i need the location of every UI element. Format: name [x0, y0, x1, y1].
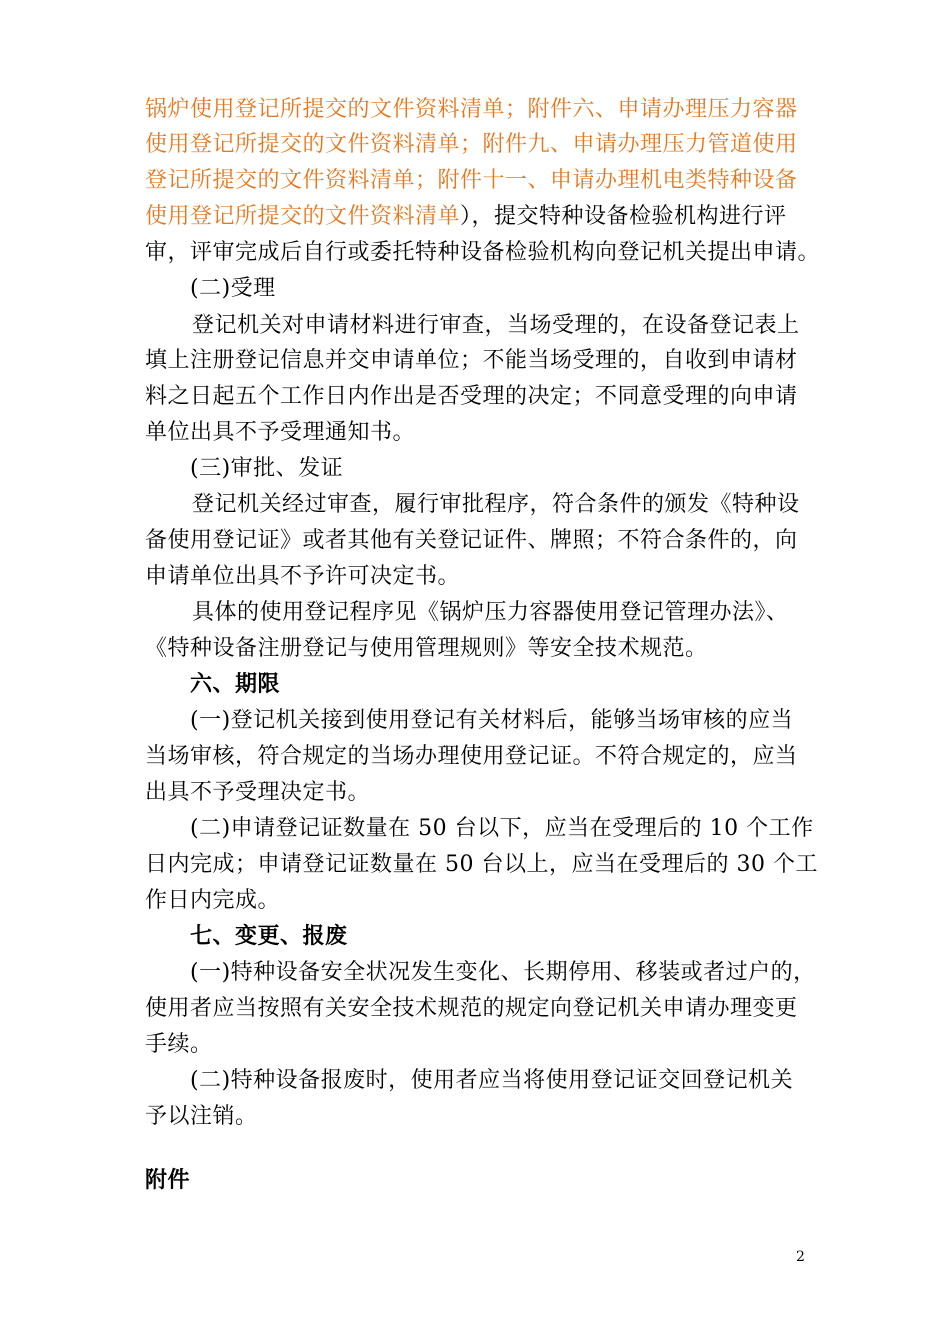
text-line-20: 出具不予受理决定书。 [145, 780, 371, 805]
text-line-28: (二)特种设备报废时，使用者应当将使用登记证交回登记机关 [190, 1068, 794, 1093]
text-line-18: (一)登记机关接到使用登记有关材料后，能够当场审核的应当 [190, 708, 794, 733]
text-line-13: 备使用登记证》或者其他有关登记证件、牌照；不符合条件的，向 [145, 528, 798, 553]
text-line-2 [145, 130, 798, 160]
text-line-3 [145, 166, 798, 196]
orange-text: 使用登记所提交的文件资料清单 [145, 204, 461, 229]
text-line-21: (二)申请登记证数量在 50 台以下，应当在受理后的 10 个工作 [190, 816, 814, 841]
subheading-approval: (三)审批、发证 [190, 456, 344, 481]
text-line-29: 予以注销。 [145, 1104, 258, 1129]
text-line-4 [145, 202, 787, 232]
text-line-19: 当场审核，符合规定的当场办理使用登记证。不符合规定的，应当 [145, 744, 798, 769]
text-line-5 [145, 238, 820, 268]
text-line-22: 日内完成；申请登记证数量在 50 台以上，应当在受理后的 30 个工 [145, 852, 818, 877]
text-line-7: 登记机关对申请材料进行审查，当场受理的，在设备登记表上 [192, 313, 800, 338]
text-line-25: (一)特种设备安全状况发生变化、长期停用、移装或者过户的， [190, 960, 816, 985]
body-text: ），提交特种设备检验机构进行评 [460, 204, 787, 229]
text-line-16: 《特种设备注册登记与使用管理规则》等安全技术规范。 [145, 636, 708, 661]
orange-text: 锅炉使用登记所提交的文件资料清单；附件六、申请办理压力容器 [145, 97, 798, 122]
orange-text: 使用登记所提交的文件资料清单；附件九、申请办理压力管道使用 [145, 132, 798, 157]
text-line-26: 使用者应当按照有关安全技术规范的规定向登记机关申请办理变更 [145, 996, 798, 1021]
text-line-10: 单位出具不予受理通知书。 [145, 420, 416, 445]
text-line-9: 料之日起五个工作日内作出是否受理的决定；不同意受理的向申请 [145, 384, 798, 409]
text-line-23: 作日内完成。 [145, 888, 281, 913]
section-heading-change-scrap: 七、变更、报废 [190, 924, 348, 949]
page-number: 2 [796, 1249, 805, 1265]
body-text: 审，评审完成后自行或委托特种设备检验机构向登记机关提出申请。 [145, 240, 821, 265]
attachment-heading: 附件 [145, 1168, 191, 1193]
text-line-1 [145, 95, 798, 125]
text-line-8: 填上注册登记信息并交申请单位；不能当场受理的，自收到申请材 [145, 348, 798, 373]
text-line-14: 申请单位出具不予许可决定书。 [145, 564, 461, 589]
subheading-acceptance: (二)受理 [190, 276, 276, 301]
orange-text: 登记所提交的文件资料清单；附件十一、申请办理机电类特种设备 [145, 168, 798, 193]
text-line-15: 具体的使用登记程序见《锅炉压力容器使用登记管理办法》、 [192, 600, 789, 625]
section-heading-deadline: 六、期限 [190, 672, 281, 697]
text-line-27: 手续。 [145, 1032, 213, 1057]
text-line-12: 登记机关经过审查，履行审批程序，符合条件的颁发《特种设 [192, 492, 800, 517]
